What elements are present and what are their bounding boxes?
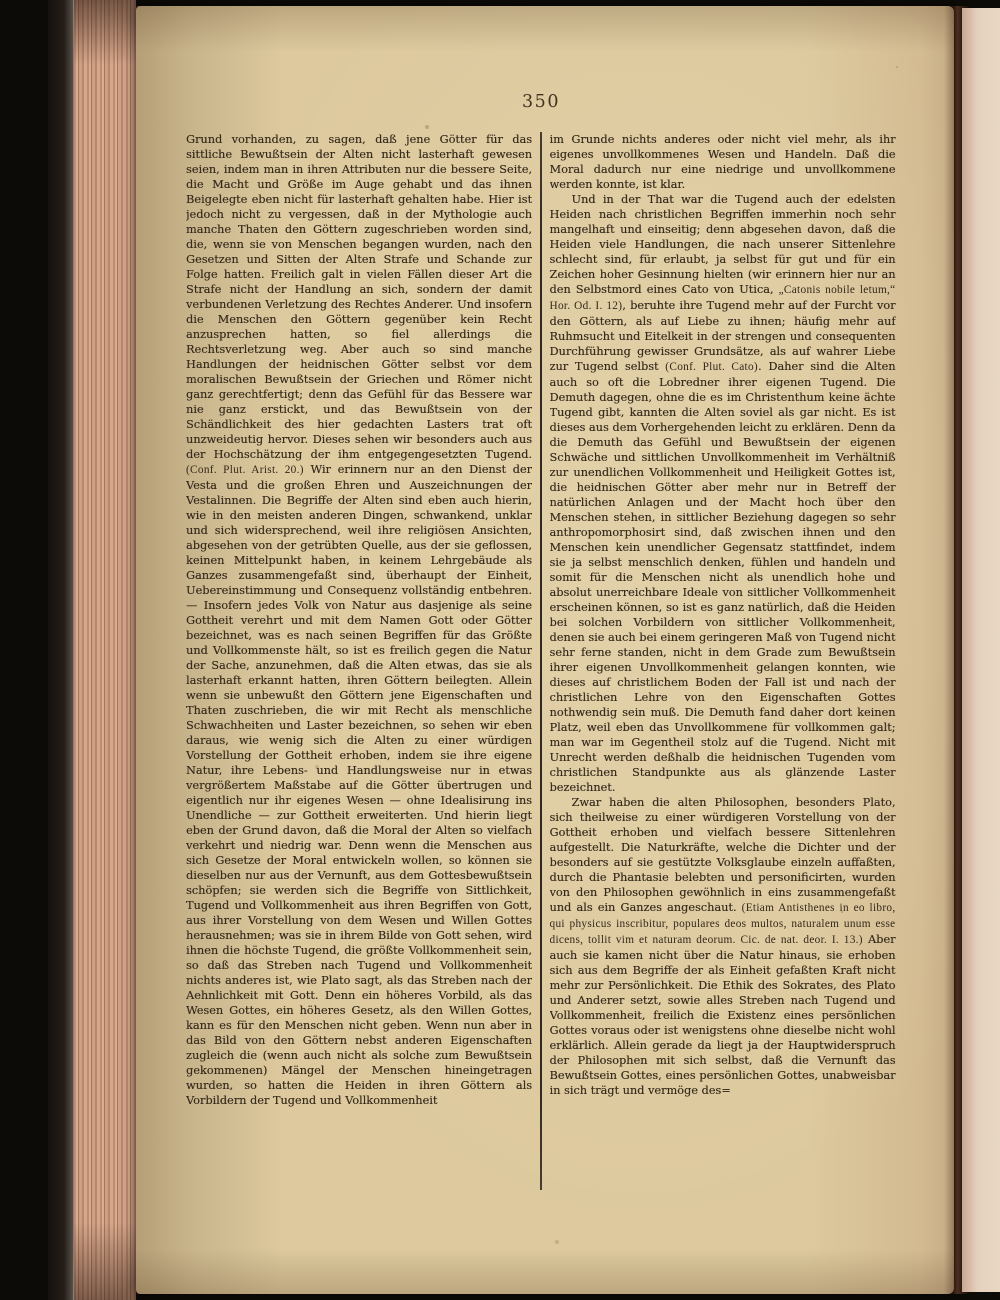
column-divider-rule	[540, 132, 542, 1190]
text-segment-fraktur: Grund vorhanden, zu sagen, daß jene Götter für das sittliche Bewußtsein der Alten nicht lasterhaft gewesen seien, indem man in ihren Attributen nur die bessere Seite, die Macht und Größe im Auge gehabt und das ihnen Beigelegte eben nicht für lasterhaft gehalten habe. Hier ist jedoch nicht zu vergessen, daß in der Mythologie auch manche Thaten den Göttern zugeschrieben worden sind, die, wenn sie von Menschen begangen wurden, nach den Gesetzen und Sitten der Alten Strafe und Schande zur Folge hatten. Freilich galt in vielen Fällen dieser Art die Strafe nicht der Handlung an sich, sondern der damit verbundenen Verletzung des Rechtes Anderer. Und insofern die Menschen den Göttern gegenüber kein Recht anzusprechen hatten, so fiel allerdings die Rechtsverletzung weg. Aber auch so sind manche Handlungen der heidnischen Götter selbst vor dem moralischen Bewußtsein der Griechen und Römer nicht ganz gerechtfertigt; denn das Gefühl für das Bessere war nie ganz erstickt, und das Bewußtsein von der Schändlichkeit des hier gedachten Lasters trat oft unzweideutig hervor. Dieses sehen wir besonders auch aus der Hochschätzung der ihm entgegengesetzten Tugend.	[186, 133, 532, 461]
paper-specks	[136, 6, 138, 8]
text-segment-antiqua: (Etiam Antisthenes in eo libro, qui physicus inscribitur, populares deos multos, naturalem unum esse dicens, tollit vim et naturam deorum. Cic. de nat. deor. I. 13.)	[549, 902, 896, 946]
paragraph	[550, 132, 896, 192]
text-segment-antiqua: (Conf. Plut. Arist. 20.)	[186, 464, 304, 476]
book-page	[136, 6, 954, 1294]
text-segment-antiqua: „Catonis nobile letum,“ Hor. Od. I. 12)	[549, 284, 896, 312]
text-segment-fraktur: Wir erinnern nur an den Dienst der Vesta und die großen Ehren und Auszeichnungen der Vestalinnen. Die Begriffe der Alten sind eben auch hierin, wie in den meisten anderen Dingen, schwankend, unklar und sich widersprechend, weil ihre religiösen Ansichten, abgesehen von der getrübten Quelle, aus der sie geflossen, keinen Mittelpunkt haben, in keinem Lehrgebäude als Ganzes zusammengefaßt sind, überhaupt der Einheit, Uebereinstimmung und Consequenz vollständig entbehren. — Insofern jedes Volk von Natur aus dasjenige als seine Gottheit verehrt und mit dem Namen Gott oder Götter bezeichnet, was es nach seinen Begriffen für das Größte und Vollkommenste hält, so ist es freilich gegen die Natur der Sache, anzunehmen, daß die Alten etwas, das sie als lasterhaft erkannt hatten, ihren Göttern beilegten. Allein wenn sie unbewußt den Göttern jene Eigenschaften und Thaten zuschrieben, die wir mit Recht als menschliche Schwachheiten und Laster bezeichnen, so sehen wir eben daraus, wie wenig sich die Alten zu einer würdigen Vorstellung der Gottheit erhoben, indem sie ihre eigene Natur, ihre Lebens- und Handlungsweise nur in etwas vergrößertem Maßstabe auf die Götter übertrugen und eigentlich nur ihr eigenes Wesen — ohne Idealisirung ins Unendliche — zur Gottheit erweiterten. Und hierin liegt eben der Grund davon, daß die Moral der Alten so vielfach verkehrt und niedrig war. Denn wenn die Menschen aus sich Gesetze der Moral entwickeln wollen, so können sie dieselben nur aus der Vernunft, aus dem Gottesbewußtsein schöpfen; sie werden sich die Begriffe von Sittlichkeit, Tugend und Vollkommenheit aus ihren Begriffen von Gott, aus ihrer Vorstellung von dem Wesen und Willen Gottes herausnehmen; was sie in ihrem Bilde von Gott sehen, wird ihnen die höchste Tugend, die größte Vollkommenheit sein, so daß das Streben nach Tugend und Vollkommenheit nichts anderes ist, wie Plato sagt, als das Streben nach der Aehnlichkeit mit Gott. Denn ein höheres Vorbild, als das Wesen Gottes, ein höheres Gesetz, als den Willen Gottes, kann es für den Menschen nicht geben. Wenn nun aber in das Bild von den Göttern nebst anderen Eigenschaften zugleich die (wenn auch nicht als solche zum Bewußtsein gekommenen) Mängel der Menschen hineingetragen wurden, so hatten die Heiden in ihren Göttern als Vorbildern der Tugend und Vollkommenheit	[186, 463, 532, 1107]
text-segment-fraktur: Zwar haben die alten Philosophen, besonders Plato, sich theilweise zu einer würdigeren Vorstellung von der Gottheit erhoben und vielfach bessere Sittenlehren aufgestellt. Die Naturkräfte, welche die Dichter und der besonders auf sie gestützte Volksglaube einzeln auffaßten, durch die Phantasie belebten und personificirten, wurden von den Philosophen gewöhnlich in eins zusammengefaßt und als ein Ganzes angeschaut.	[549, 796, 896, 914]
text-segment-fraktur: , beruhte ihre Tugend mehr auf der Furcht vor den Göttern, als auf Liebe zu ihnen; häufig mehr auf Ruhmsucht und Eitelkeit in der strengen und consequenten Durchführung gewisser Grundsätze, als auf wahrer Liebe zur Tugend selbst	[549, 299, 896, 373]
text-segment-fraktur: . Daher sind die Alten auch so oft die Lobredner ihrer eigenen Tugend. Die Demuth dagegen, ohne die es im Christenthum keine ächte Tugend gibt, kannten die Alten soviel als gar nicht. Es ist dieses aus dem Vorhergehenden leicht zu erklären. Denn da die Demuth das Gefühl und Bewußtsein der eigenen Schwäche und sittlichen Unvollkommenheit im Verhältniß zur unendlichen Vollkommenheit und Heiligkeit Gottes ist, die heidnischen Götter aber mehr nur in Betreff der natürlichen Anlagen und der Macht hoch über den Menschen stehen, in sittlicher Beziehung dagegen so sehr anthropomorphosirt sind, daß zwischen ihnen und den Menschen kein unendlicher Gegensatz stattfindet, indem sie ja selbst menschlich denken, fühlen und handeln und somit für die Menschen nicht als unendlich hohe und absolut unerreichbare Ideale von sittlicher Vollkommenheit erscheinen können, so ist es ganz natürlich, daß die Heiden bei solchen Vorbildern von sittlicher Vollkommenheit, denen sie auch bei einem geringeren Maß von Tugend nicht sehr ferne standen, nicht in dem Grade zum Bewußtsein ihrer eigenen Unvollkommenheit gelangen konnten, wie dieses auf christlichem Boden der Fall ist und nach der christlichen Lehre von den Eigenschaften Gottes nothwendig sein muß. Die Demuth fand daher dort keinen Platz, weil eben das Unvollkommene für vollkommen galt; man war im Gegentheil stolz auf die Tugend. Nicht mit Unrecht werden deßhalb die heidnischen Tugenden vom christlichen Standpunkte aus als glänzende Laster bezeichnet.	[549, 360, 896, 794]
page-content	[186, 6, 896, 1294]
right-column	[550, 132, 896, 1194]
page-number: 350	[522, 92, 560, 112]
paragraph	[550, 795, 896, 1098]
text-block	[186, 132, 896, 1194]
paragraph	[550, 192, 896, 795]
left-column	[186, 132, 532, 1194]
text-segment-antiqua: (Conf. Plut. Cato)	[665, 361, 758, 373]
text-segment-fraktur: Und in der That war die Tugend auch der edelsten Heiden nach christlichen Begriffen immerhin noch sehr mangelhaft und einseitig; denn abgesehen davon, daß die Heiden viele Handlungen, die nach unserer Sittenlehre schlecht sind, für erlaubt, ja selbst für gut und für ein Zeichen hoher Gesinnung hielten (wir erinnern hier nur an den Selbstmord eines Cato von Utica,	[549, 193, 896, 296]
paragraph	[186, 132, 532, 1108]
text-segment-fraktur: Aber auch sie kamen nicht über die Natur hinaus, sie erhoben sich aus dem Begriffe der als Einheit gefaßten Kraft nicht mehr zur Persönlichkeit. Die Ethik des Sokrates, des Plato und Anderer setzt, sowie alles Streben nach Tugend und Vollkommenheit, freilich die Existenz eines persönlichen Gottes voraus oder ist wenigstens ohne dieselbe nicht wohl erklärlich. Allein gerade da liegt ja der Hauptwiderspruch der Philosophen mit sich selbst, daß die Vernunft das Bewußtsein Gottes, eines persönlichen Gottes, unabweisbar in sich trägt und vermöge des=	[549, 933, 896, 1097]
adjacent-page-edge	[962, 8, 1000, 1292]
book-cover-edge	[48, 0, 74, 1300]
page-edges-stack	[74, 0, 136, 1300]
text-segment-fraktur: im Grunde nichts anderes oder nicht viel mehr, als ihr eigenes unvollkommenes Wesen und Handeln. Daß die Moral dadurch nur eine niedrige und unvollkommene werden konnte, ist klar.	[549, 133, 896, 191]
